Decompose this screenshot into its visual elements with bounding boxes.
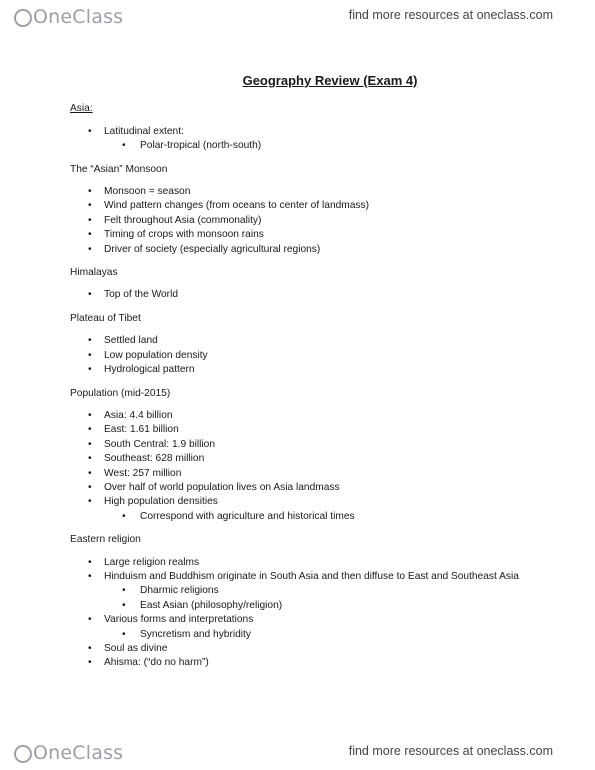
bullet-item: • Low population density bbox=[70, 349, 550, 363]
bullet-item: • Various forms and interpretations bbox=[70, 613, 550, 627]
section-heading: Population (mid-2015) bbox=[70, 387, 171, 399]
bullet-item: • High population densities bbox=[70, 495, 550, 509]
section-heading: Plateau of Tibet bbox=[70, 312, 141, 324]
bullet-item: • East: 1.61 billion bbox=[70, 423, 550, 437]
bullet-item: • Hydrological pattern bbox=[70, 363, 550, 377]
bullet-item: • Large religion realms bbox=[70, 556, 550, 570]
bullet-item: • Latitudinal extent: bbox=[70, 125, 550, 139]
sub-bullet-item: • East Asian (philosophy/religion) bbox=[70, 599, 550, 613]
bullet-item: • Monsoon = season bbox=[70, 185, 550, 199]
bullet-item: • Hinduism and Buddhism originate in South Asia and then diffuse to East and Southeast Asia bbox=[70, 570, 550, 584]
bullet-item: • South Central: 1.9 billion bbox=[70, 438, 550, 452]
bullet-item: • Soul as divine bbox=[70, 642, 550, 656]
bullet-item: • Over half of world population lives on Asia landmass bbox=[70, 481, 550, 495]
footer-tagline: find more resources at oneclass.com bbox=[348, 744, 553, 758]
sub-bullet-item: • Syncretism and hybridity bbox=[70, 628, 550, 642]
sections-container bbox=[70, 102, 550, 670]
bullet-list bbox=[70, 125, 550, 154]
logo-text: OneClass bbox=[33, 742, 124, 764]
logo-ring-icon bbox=[14, 745, 32, 763]
document-body bbox=[70, 74, 550, 680]
sub-bullet-item: • Polar-tropical (north-south) bbox=[70, 139, 550, 153]
bullet-item: • Ahisma: (“do no harm”) bbox=[70, 656, 550, 670]
logo-text: OneClass bbox=[33, 6, 124, 28]
bullet-list bbox=[70, 185, 550, 257]
section-heading: Himalayas bbox=[70, 267, 118, 279]
bullet-item: • West: 257 million bbox=[70, 467, 550, 481]
logo-ring-icon bbox=[14, 9, 32, 27]
bullet-list bbox=[70, 556, 550, 671]
bullet-list bbox=[70, 288, 550, 302]
bullet-item: • Timing of crops with monsoon rains bbox=[70, 228, 550, 242]
bullet-item: • Felt throughout Asia (commonality) bbox=[70, 214, 550, 228]
bullet-list bbox=[70, 334, 550, 377]
bullet-item: • Southeast: 628 million bbox=[70, 452, 550, 466]
sub-bullet-item: • Dharmic religions bbox=[70, 584, 550, 598]
oneclass-logo-footer bbox=[14, 742, 123, 764]
document-title: Geography Review (Exam 4) bbox=[242, 73, 418, 88]
sub-bullet-item: • Correspond with agriculture and historical times bbox=[70, 510, 550, 524]
oneclass-logo bbox=[14, 6, 123, 28]
bullet-item: • Asia: 4.4 billion bbox=[70, 409, 550, 423]
bullet-list bbox=[70, 409, 550, 524]
bullet-item: • Driver of society (especially agricultural regions) bbox=[70, 243, 550, 257]
bullet-item: • Settled land bbox=[70, 334, 550, 348]
header-tagline: find more resources at oneclass.com bbox=[348, 8, 553, 22]
section-heading: Eastern religion bbox=[70, 534, 141, 546]
bullet-item: • Wind pattern changes (from oceans to center of landmass) bbox=[70, 199, 550, 213]
section-heading: Asia: bbox=[70, 103, 93, 115]
section-heading: The “Asian” Monsoon bbox=[70, 163, 168, 175]
bullet-item: • Top of the World bbox=[70, 288, 550, 302]
